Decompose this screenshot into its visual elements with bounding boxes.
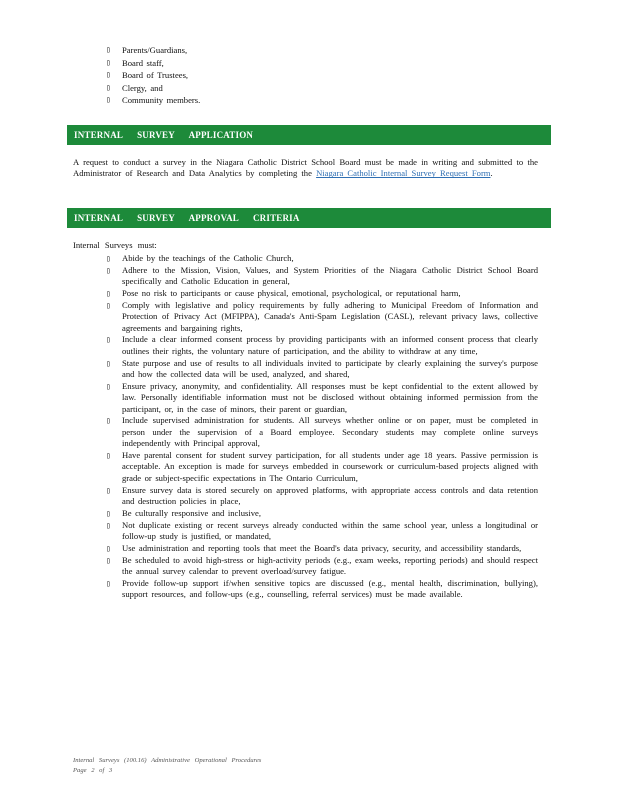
criteria-item-text: Be culturally responsive and inclusive,	[122, 507, 262, 518]
audience-item-text: Community members.	[122, 95, 201, 106]
audience-item-text: Clergy, and	[122, 82, 163, 93]
criteria-item-text: Include a clear informed consent process by providing participants with an informed consent process that clearly outlines their rights, the voluntary nature of participation, and the ability to withdraw at any time,	[122, 334, 538, 356]
audience-item	[106, 82, 306, 95]
criteria-item	[106, 543, 538, 554]
bullet-icon: ▯	[106, 555, 111, 565]
audience-item-text: Parents/Guardians,	[122, 45, 188, 55]
criteria-item	[106, 555, 538, 578]
bullet-icon: ▯	[106, 416, 111, 426]
criteria-item-text: Use administration and reporting tools that meet the Board's data privacy, security, and accessibility standards,	[122, 542, 522, 553]
criteria-intro: Internal Surveys must:	[73, 240, 157, 250]
footer-page-number: Page 2 of 3	[73, 767, 113, 774]
application-text: A request to conduct a survey in the Niagara Catholic District School Board must be made in writing and submitted to the Administrator of Research and Data Analytics by completing the	[73, 157, 538, 179]
criteria-item-text: Ensure survey data is stored securely on approved platforms, with appropriate access controls and data retention and destruction policies in place,	[122, 484, 538, 507]
criteria-item	[106, 508, 538, 519]
criteria-item	[106, 381, 538, 415]
bullet-icon: ▯	[106, 520, 111, 530]
criteria-item	[106, 578, 538, 601]
audience-item	[106, 69, 306, 82]
audience-list	[106, 44, 306, 107]
bullet-icon: ▯	[106, 543, 111, 553]
application-paragraph	[73, 157, 538, 180]
criteria-item	[106, 300, 538, 334]
criteria-item-text: State purpose and use of results to all individuals invited to participate by clearly explaining the survey's purpose and how the collected data will be used, analyzed, and shared,	[122, 357, 538, 380]
audience-item	[106, 94, 306, 107]
bullet-icon: ▯	[106, 335, 111, 345]
bullet-icon: ▯	[106, 95, 111, 105]
bullet-icon: ▯	[106, 289, 111, 298]
criteria-item	[106, 334, 538, 357]
bullet-icon: ▯	[106, 485, 111, 495]
footer-title: Internal Surveys (100.16) Administrative Operational Procedures	[73, 757, 262, 764]
audience-item-text: Board staff,	[122, 57, 164, 68]
bullet-icon: ▯	[106, 451, 111, 461]
criteria-item	[106, 288, 538, 299]
bullet-icon: ▯	[106, 300, 111, 310]
criteria-item	[106, 265, 538, 288]
section-header-criteria: INTERNAL SURVEY APPROVAL CRITERIA	[67, 208, 551, 228]
bullet-icon: ▯	[106, 578, 111, 588]
section-header-application: INTERNAL SURVEY APPLICATION	[67, 125, 551, 145]
criteria-item-text: Abide by the teachings of the Catholic Church,	[122, 253, 294, 263]
audience-item	[106, 57, 306, 70]
criteria-item	[106, 415, 538, 449]
criteria-item-text: Provide follow-up support if/when sensitive topics are discussed (e.g., mental health, discrimination, bullying), support resources, and follow-ups (e.g., counselling, referral services) must be made available.	[122, 577, 538, 600]
bullet-icon: ▯	[106, 508, 111, 518]
audience-item-text: Board of Trustees,	[122, 70, 189, 81]
bullet-icon: ▯	[106, 265, 111, 275]
bullet-icon: ▯	[106, 57, 111, 67]
bullet-icon: ▯	[106, 254, 111, 263]
survey-request-form-link[interactable]: Niagara Catholic Internal Survey Request Form	[316, 168, 491, 179]
bullet-icon: ▯	[106, 82, 111, 92]
bullet-icon: ▯	[106, 70, 111, 80]
criteria-item-text: Include supervised administration for students. All surveys whether online or on paper, must be completed in person under the supervision of a Board employee. Secondary students may complete online surveys independently with Principal approval,	[122, 415, 538, 449]
criteria-item	[106, 450, 538, 484]
criteria-item	[106, 358, 538, 381]
criteria-item	[106, 253, 538, 264]
criteria-item-text: Be scheduled to avoid high-stress or high-activity periods (e.g., exam weeks, reporting periods) and should respect the annual survey calendar to prevent overload/survey fatigue.	[122, 554, 538, 577]
bullet-icon: ▯	[106, 358, 111, 368]
audience-item	[106, 44, 306, 57]
criteria-item	[106, 520, 538, 543]
criteria-item-text: Comply with legislative and policy requirements by fully adhering to Municipal Freedom of Information and Protection of Privacy Act (MFIPPA), Canada's Anti-Spam Legislation (CASL), relevant privacy laws, collective agreements and bargaining rights,	[122, 299, 538, 333]
bullet-icon: ▯	[106, 45, 111, 54]
criteria-list	[106, 253, 538, 601]
bullet-icon: ▯	[106, 381, 111, 391]
criteria-item	[106, 485, 538, 508]
criteria-item-text: Pose no risk to participants or cause physical, emotional, psychological, or reputational harm,	[122, 288, 461, 298]
criteria-item-text: Ensure privacy, anonymity, and confidentiality. All responses must be kept confidential to the extent allowed by law. Personally identifiable information must not be disclosed without obtaining informed permission from the participant, or, in the case of minors, their parent or guardian,	[122, 380, 538, 414]
criteria-item-text: Not duplicate existing or recent surveys already conducted within the same school year, unless a longitudinal or follow-up study is justified, or mandated,	[122, 519, 538, 542]
application-text-end: .	[490, 168, 493, 179]
criteria-item-text: Have parental consent for student survey participation, for all students under age 18 years. Passive permission is acceptable. An exception is made for surveys embedded in coursework or curriculum-based projects aligned with grade or subject-specific expectations in The Ontario Curriculum,	[122, 450, 538, 483]
criteria-item-text: Adhere to the Mission, Vision, Values, and System Priorities of the Niagara Catholic District School Board specifically and Catholic Education in general,	[122, 264, 538, 287]
